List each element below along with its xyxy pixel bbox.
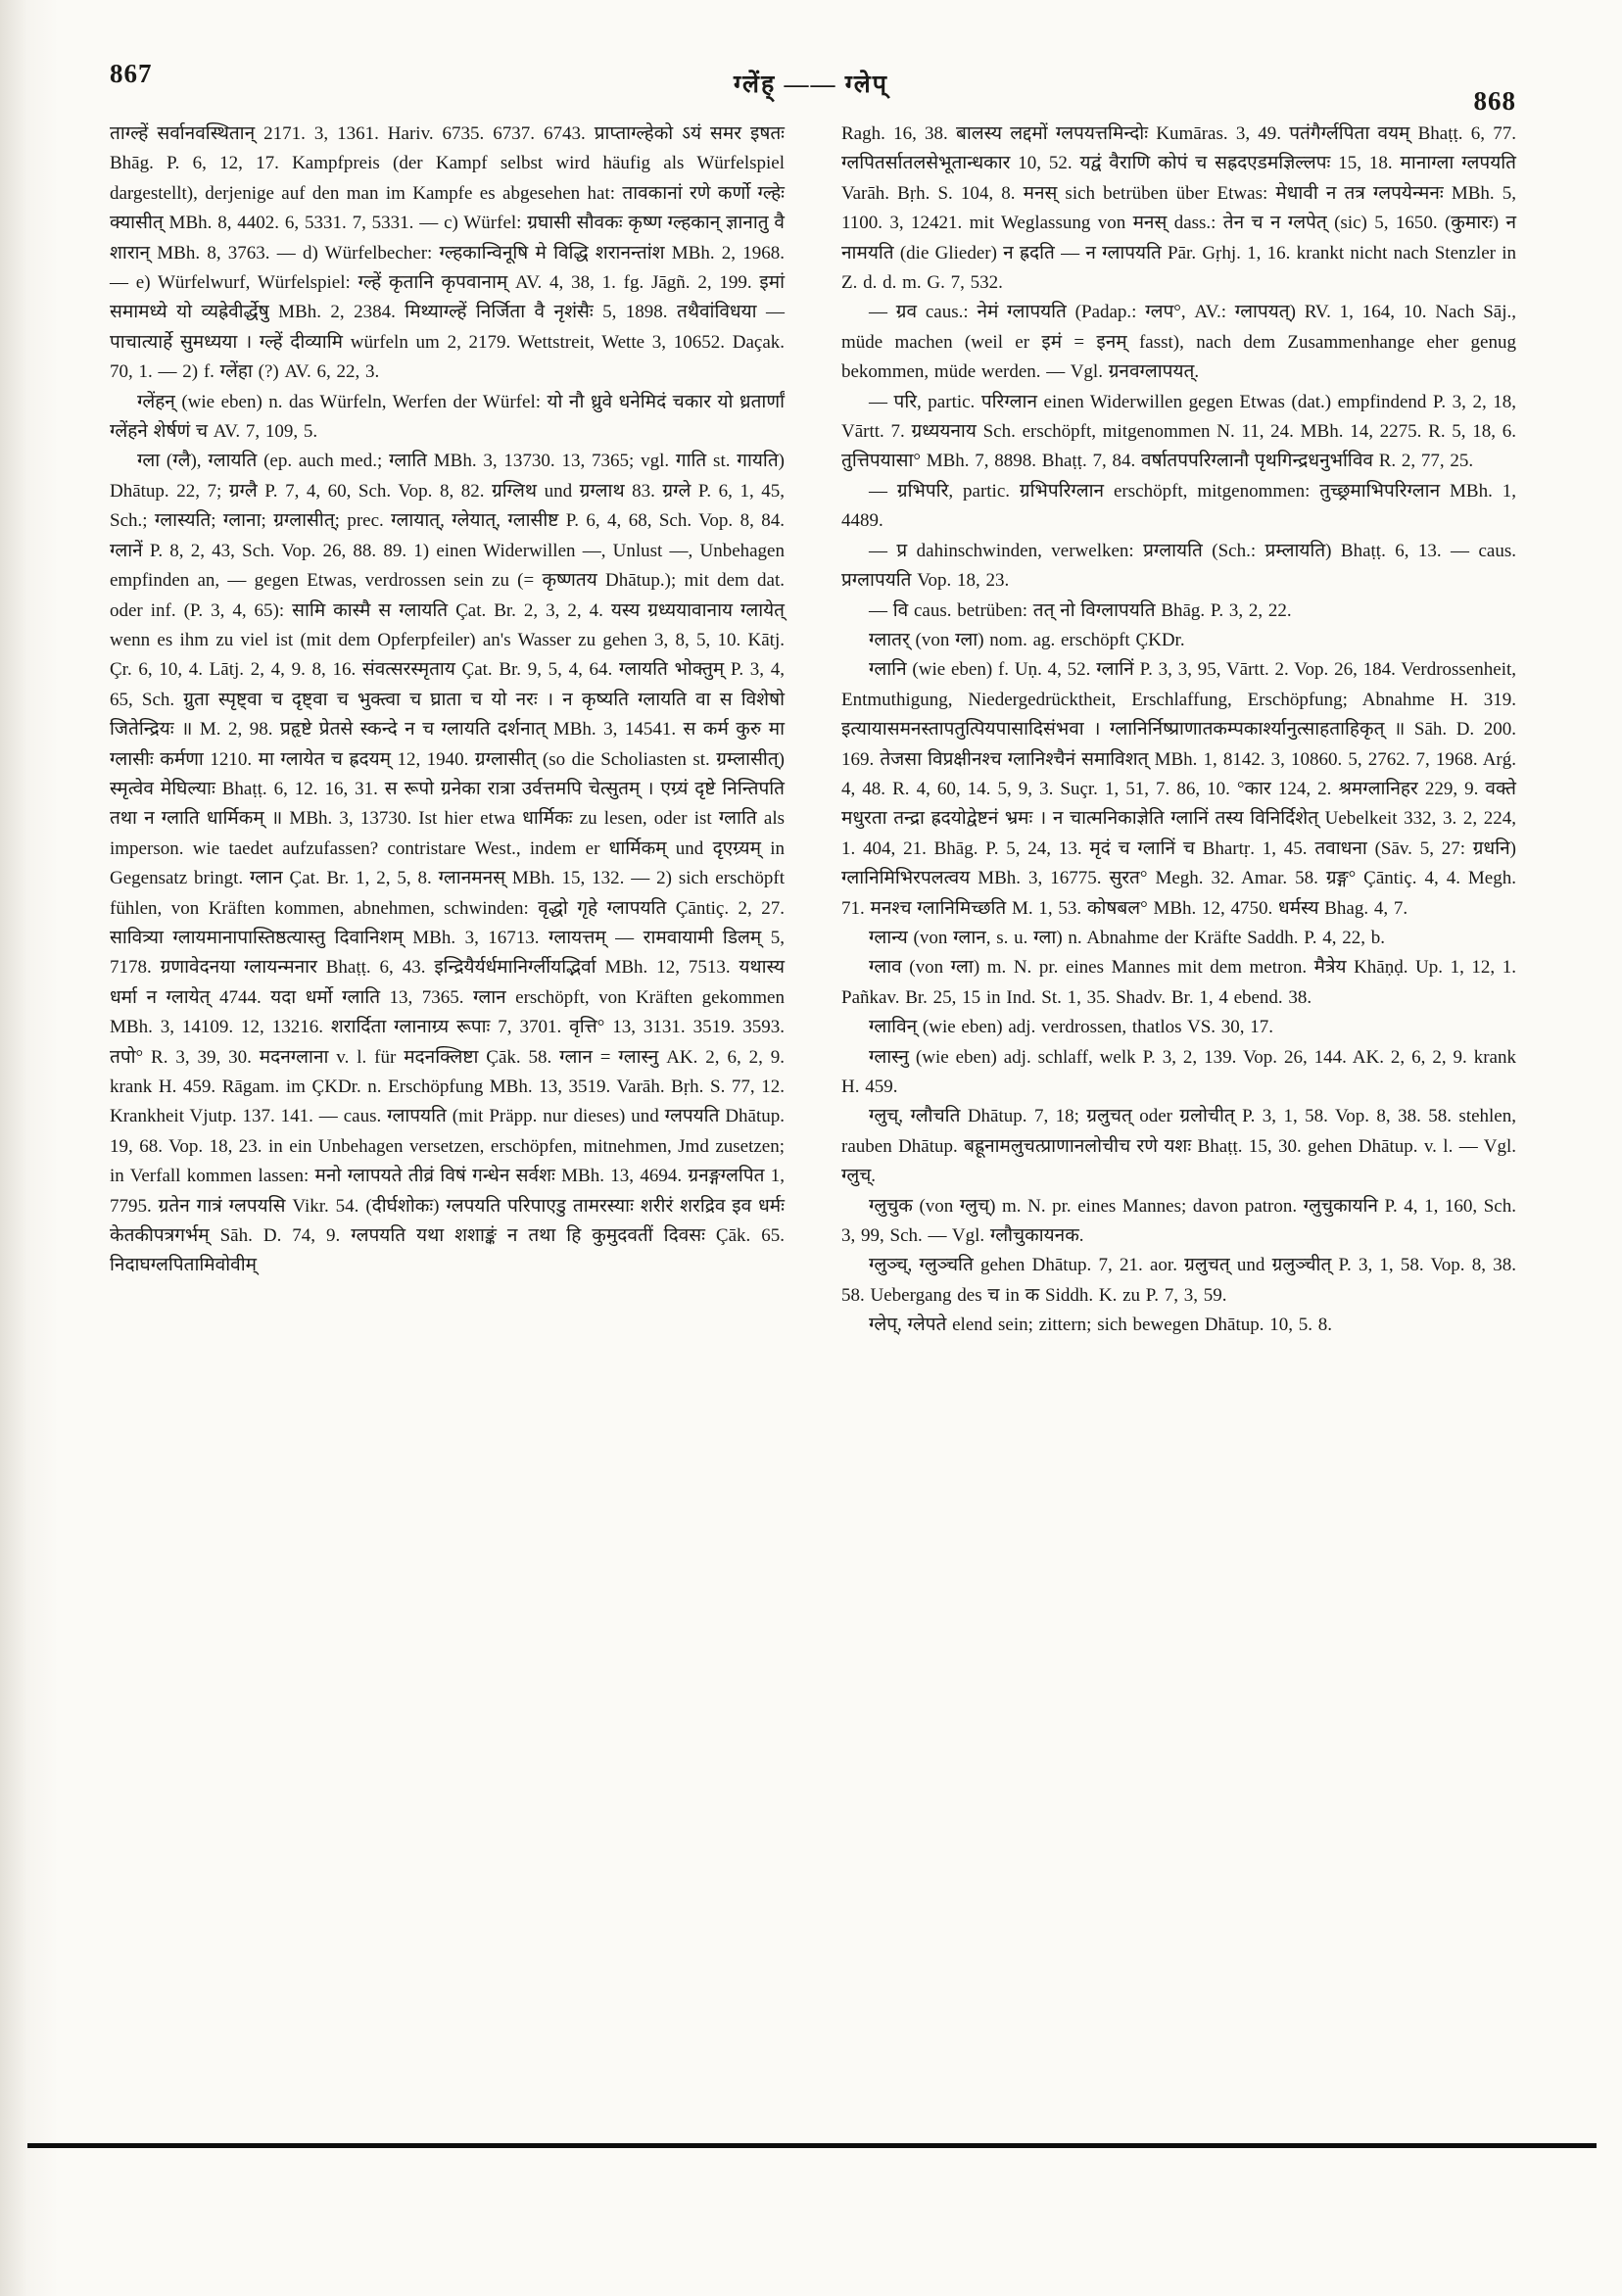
entry-glavin: ग्लाविन् (wie eben) adj. verdrossen, thatlos VS. 30, 17. xyxy=(869,1017,1274,1038)
entry-glava: ग्लाव (von ग्ला) m. N. pr. eines Mannes mit dem metron. मैत्रेय Khāṇḍ. Up. 1, 12, 1. Pañkav. Br. 25, 15 in Ind. St. 1, 35. Shadv. Br. 1, 4 ebend. 38. xyxy=(841,957,1516,1008)
entry-glucuka: ग्लुचुक (von ग्लुच्) m. N. pr. eines Mannes; davon patron. ग्लुचुकायनि P. 4, 1, 160, Sch. 3, 99, Sch. — Vgl. ग्लौचुकायनक. xyxy=(841,1195,1516,1247)
subentry-pra: — प्र dahinschwinden, verwelken: प्रग्लायति (Sch.: प्रम्लायति) Bhaṭṭ. 6, 13. — caus. प्रग्लापयति Vop. 18, 23. xyxy=(841,540,1516,592)
subentry-abhipari: — ग्रभिपरि, partic. ग्रभिपरिग्लान erschöpft, mitgenommen: तुच्छ्रमाभिपरिग्लान MBh. 1, 4489. xyxy=(841,480,1516,532)
paragraph-continuation: ताग्ल्हें सर्वानवस्थितान् 2171. 3, 1361. Hariv. 6735. 6737. 6743. प्राप्ताग्ल्हेको ऽयं समर इषतः Bhāg. P. 6, 12, 17. Kampfpreis (der Kampf selbst wird häufig als Würfelspiel dargestellt), derjenige auf den man im Kampfe es abgesehen hat: तावकानां रणे कर्णो ग्ल्हेः क्यासीत् MBh. 8, 4402. 6, 5331. 7, 5331. — c) Würfel: ग्रघासी सौवकः कृष्ण ग्ल्हकान् ज्ञानातु वै शारान् MBh. 8, 3763. — d) Würfelbecher: ग्ल्हकान्विनूषि मे विद्धि शरानन्तांश MBh. 2, 1968. — e) Würfelwurf, Würfelspiel: ग्ल्हें कृतानि कृपवानाम् AV. 4, 38, 1. fg. Jāgñ. 2, 199. इमां समामध्ये यो व्यह्रेवीर्द्धेषु MBh. 2, 2384. मिथ्याग्ल्हें निर्जिता वै नृशंसैः 5, 1898. तथैवांविधया — पाचात्यार्हे सुमध्यया । ग्ल्हें दीव्यामि würfeln um 2, 2179. Wettstreit, Wette 3, 10652. Daçak. 70, 1. — 2) f. ग्लेंहा (?) AV. 6, 22, 3. xyxy=(110,123,785,383)
subentry-vi: — वि caus. betrüben: तत् नो विग्लापयति Bhāg. P. 3, 2, 22. xyxy=(869,599,1292,621)
entry-glunc: ग्लुञ्च्, ग्लुञ्चति gehen Dhātup. 7, 21. aor. ग्रलुचत् und ग्रलुञ्चीत् P. 3, 1, 58. Vop. 8, 38. 58. Uebergang des च in क Siddh. K. zu P. 7, 3, 59. xyxy=(841,1255,1516,1306)
right-column xyxy=(841,120,1516,1341)
entry-glep: ग्लेप्, ग्लेपते elend sein; zittern; sich bewegen Dhātup. 10, 5. 8. xyxy=(869,1315,1333,1336)
entry-glatar: ग्लातर् (von ग्ला) nom. ag. erschöpft ÇKDr. xyxy=(869,629,1185,650)
page-number-left: 867 xyxy=(110,59,153,88)
text-columns xyxy=(110,120,1516,1341)
left-column xyxy=(110,120,785,1341)
entry-gluc: ग्लुच्, ग्लौचति Dhātup. 7, 18; ग्रलुचत् oder ग्रलोचीत् P. 3, 1, 58. Vop. 8, 38. 58. stehlen, rauben Dhātup. बह्रूनामलुचत्प्राणानलोचीच रणे यशः Bhaṭṭ. 15, 30. gehen Dhātup. v. l. — Vgl. ग्लुच्. xyxy=(841,1106,1516,1187)
subentry-pari: — परि, partic. परिग्लान einen Widerwillen gegen Etwas (dat.) empfindend P. 3, 2, 18, Vārtt. 7. ग्रध्ययनाय Sch. erschöpft, mitgenommen N. 11, 24. MBh. 14, 2275. R. 5, 18, 6. तुत्तिपयासा° MBh. 7, 8898. Bhaṭṭ. 7, 84. वर्षातपपरिग्लानौ पृथगिन्द्रधनुर्भाविव R. 2, 77, 25. xyxy=(841,391,1516,472)
entry-glasnu: ग्लास्नु (wie eben) adj. schlaff, welk P. 3, 2, 139. Vop. 26, 144. AK. 2, 6, 2, 9. krank H. 459. xyxy=(841,1046,1516,1097)
entry-glehan: ग्लेंहन् (wie eben) n. das Würfeln, Werfen der Würfel: यो नौ ध्रुवे धनेमिदं चकार यो ध्रतार्णां ग्लेंहने शेर्षणं च AV. 7, 109, 5. xyxy=(110,391,785,443)
bottom-rule xyxy=(27,2143,1597,2148)
page-number-right: 868 xyxy=(1473,86,1516,116)
paragraph-continuation: Ragh. 16, 38. बालस्य लद्दमों ग्लपयत्तमिन्दोः Kumāras. 3, 49. पतंगैर्ग्लपिता वयम् Bhaṭṭ. 6, 77. ग्लपितर्सातलसेभूतान्धकार 10, 52. यद्वं वैराणि कोपं च सह्रदएडमज्ञिल्लपः 15, 18. मानाग्ला ग्लपयति Varāh. Bṛh. S. 104, 8. मनस् sich betrüben über Etwas: मेधावी न तत्र ग्लपयेन्मनः MBh. 5, 1100. 3, 12421. mit Weglassung von मनस् dass.: तेन च न ग्लपेत् (sic) 5, 1650. (कुमारः) न नामयति (die Glieder) न ह्रदति — न ग्लापयति Pār. Gṛhj. 1, 16. krankt nicht nach Stenzler in Z. d. d. m. G. 7, 532. xyxy=(841,123,1516,294)
subentry-ava: — ग्रव caus.: नेमं ग्लापयति (Padap.: ग्लप°, AV.: ग्लापयत्) RV. 1, 164, 10. Nach Sāj., müde machen (weil er इमं = इनम् fasst), nach dem Zusammenhange eher genug bekommen, müde werden. — Vgl. ग्रनवग्लापयत्. xyxy=(841,302,1516,383)
entry-gla: ग्ला (ग्लै), ग्लायति (ep. auch med.; ग्लाति MBh. 3, 13730. 13, 7365; vgl. गाति st. गायति) Dhātup. 22, 7; ग्रग्लै P. 7, 4, 60, Sch. Vop. 8, 82. ग्रग्लिथ und ग्रग्लाथ 83. ग्रग्ले P. 6, 1, 45, Sch.; ग्लास्यति; ग्लाना; ग्रग्लासीत्; prec. ग्लायात्, ग्लेयात्, ग्लासीष्ट P. 6, 4, 68, Sch. Vop. 8, 84. ग्लानें P. 8, 2, 43, Sch. Vop. 26, 88. 89. 1) einen Widerwillen —, Unlust —, Unbehagen empfinden an, — gegen Etwas, verdrossen sein zu (= कृष्णतय Dhātup.); mit dem dat. oder inf. (P. 3, 4, 65): सामि कास्मै स ग्लायति Çat. Br. 2, 3, 2, 4. यस्य ग्रध्ययावानाय ग्लायेत् wenn es ihm zu viel ist (mit dem Opferpfeiler) an's Wasser zu gehen 3, 8, 5, 10. Kātj. Çr. 6, 10, 4. Lātj. 2, 4, 9. 8, 16. संवत्सरस्मृताय Çat. Br. 9, 5, 4, 64. ग्लायति भोक्तुम् P. 3, 4, 65, Sch. ग्रुता स्पृष्ट्वा च दृष्ट्वा च भुक्त्वा च घ्राता च यो नरः । न कृष्यति ग्लायति वा स विशेषो जितेन्द्रियः ॥ M. 2, 98. प्रहृष्टे प्रेतसे स्कन्दे न च ग्लायति दर्शनात् MBh. 3, 14541. स कर्म कुरु मा ग्लासीः कर्मणा 1210. मा ग्लायेत च ह्रदयम् 12, 1940. ग्रग्लासीत् (so die Scholiasten st. ग्रम्लासीत्) स्मृत्वेव मेघिल्याः Bhaṭṭ. 6, 12. 16, 31. स रूपो ग्रनेका रात्रा उर्वत्तमपि चेत्सुतम् । एग्र्यं दृष्टे निन्तिपति तथा न ग्लाति धार्मिकम् ॥ MBh. 3, 13730. Ist hier etwa धार्मिकः zu lesen, oder ist ग्लाति als imperson. wie taedet aufzufassen? contristare West., indem er धार्मिकम् und दृएग्र्यम् in Gegensatz bringt. ग्लान Çat. Br. 1, 2, 5, 8. ग्लानमनस् MBh. 15, 132. — 2) sich erschöpft fühlen, von Kräften kommen, abnehmen, schwinden: वृद्धो गृहे ग्लापयति Çāntiç. 2, 27. सावित्र्या ग्लायमानापास्तिष्ठत्यास्तु दिवानिशम् MBh. 3, 16713. ग्लायत्तम् — रामवायामी डिलम् 5, 7178. ग्रणावेदनया ग्लायन्मनार Bhaṭṭ. 6, 43. इन्द्रियैर्यर्धमानिर्ग्लीयद्भिर्वा MBh. 12, 7513. यथास्य धर्मा न ग्लायेत् 4744. यदा धर्मो ग्लाति 13, 7365. ग्लान erschöpft, von Kräften gekommen MBh. 3, 14109. 12, 13216. शरार्दिता ग्लानाग्र्य रूपाः 7, 3701. वृत्ति° 13, 3131. 3519. 3593. तपो° R. 3, 39, 30. मदनग्लाना v. l. für मदनक्लिष्टा Çāk. 58. ग्लान = ग्लास्नु AK. 2, 6, 2, 9. krank H. 459. Rāgam. im ÇKDr. n. Erschöpfung MBh. 13, 3519. Varāh. Bṛh. S. 77, 12. Krankheit Vjutp. 137. 141. — caus. ग्लापयति (mit Präpp. nur dieses) und ग्लपयति Dhātup. 19, 68. Vop. 18, 23. in ein Unbehagen versetzen, erschöpfen, mitnehmen, Jmd zusetzen; in Verfall kommen lassen: मनो ग्लापयते तीव्रं विषं गन्धेन सर्वशः MBh. 13, 4694. ग्रनङ्गग्लपित 1, 7795. ग्रतेन गात्रं ग्लपयसि Vikr. 54. (दीर्घशोकः) ग्लपयति परिपाएडु तामरस्याः शरीरं शरद्रिव इव धर्मः केतकीपत्रगर्भम् Sāh. D. 74, 9. ग्लपयति यथा शशाङ्कं न तथा हि कुमुदवतीं दिवसः Çāk. 65. निदाघग्लपितामिवोवीम् xyxy=(110,451,785,1276)
entry-glanya: ग्लान्य (von ग्लान, s. u. ग्ला) n. Abnahme der Kräfte Saddh. P. 4, 22, b. xyxy=(869,927,1385,948)
entry-glani: ग्लानि (wie eben) f. Uṇ. 4, 52. ग्लानिं P. 3, 3, 95, Vārtt. 2. Vop. 26, 184. Verdrossenheit, Entmuthigung, Niedergedrücktheit, Erschlaffung, Erschöpfung; Abnahme H. 319. इत्यायासमनस्तापतुत्पियपासादिसंभवा । ग्लानिर्निष्प्राणातकम्पकार्श्यानुत्साहताहिकृत् ॥ Sāh. D. 200. 169. तेजसा विप्रक्षीनश्च ग्लानिश्चैनं समाविशत् MBh. 1, 8142. 3, 10860. 5, 2762. 7, 1968. Arǵ. 4, 48. R. 4, 60, 14. 5, 9, 3. Suçr. 1, 51, 7. 86, 10. °कार 124, 2. श्रमग्लानिहर 229, 9. वक्ते मधुरता तन्द्रा ह्रदयोद्वेष्टनं भ्रमः । न चात्मनिकाज्ञेति ग्लानिं तस्य विनिर्दिशेत् Uebelkeit 332, 3. 2, 224, 1. 404, 21. Bhāg. P. 5, 24, 13. मृदं च ग्लानिं च Bhartṛ. 1, 45. तवाधना (Sāv. 5, 27: ग्रधनि) ग्लानिमिभिरपलत्वय MBh. 3, 16775. सुरत° Megh. 32. Amar. 58. ग्रङ्ग° Çāntiç. 4, 4. Megh. 71. मनश्च ग्लानिमिच्छति M. 1, 53. कोषबल° MBh. 12, 4750. धर्मस्य Bhag. 4, 7. xyxy=(841,659,1516,919)
running-head: ग्लेंह् —— ग्लेप् xyxy=(734,72,888,98)
